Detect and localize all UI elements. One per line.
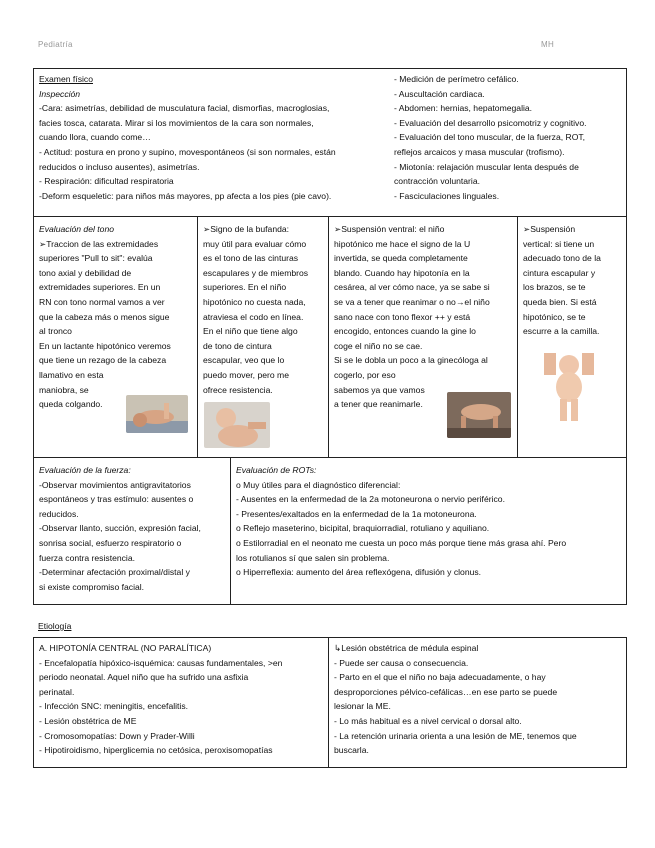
tone-col-pull-to-sit bbox=[34, 217, 197, 457]
exam-right-line: - Medición de perímetro cefálico. bbox=[394, 74, 519, 84]
tone-col3-line: sabemos ya que vamos bbox=[334, 384, 425, 395]
exam-right-line: - Evaluación del tono muscular, de la fuerza, ROT, bbox=[394, 132, 586, 143]
tone-col2-line: hipotónico no cuesta nada, bbox=[203, 296, 306, 307]
rots-line: o Reflejo maseterino, bicipital, braquiorradial, rotuliano y aquiliano. bbox=[236, 523, 490, 534]
etiology-title: Etiología bbox=[38, 621, 72, 631]
header-left: Pediatría bbox=[38, 40, 73, 49]
tone-col2-line: escapulares y de miembros bbox=[203, 267, 309, 278]
rots-title: Evaluación de ROTs: bbox=[236, 465, 317, 475]
exam-left-line: -Deform esqueletic: para niños más mayores, pp afecta a los pies (pie cavo). bbox=[39, 190, 332, 201]
tone-col1-line: extremidades superiores. En un bbox=[39, 282, 161, 293]
exam-right-column bbox=[389, 69, 627, 216]
exam-right-line: reflejos arcaicos y masa muscular (trofismo). bbox=[394, 146, 565, 157]
etiology-right-line: - Lo más habitual es a nivel cervical o dorsal alto. bbox=[334, 715, 522, 726]
etiology-right-line: desproporciones pélvico-cefálicas…en ese parto se puede bbox=[334, 686, 558, 697]
tone-col1-line: tono axial y debilidad de bbox=[39, 267, 132, 278]
tone-col3-line: Si se le dobla un poco a la ginecóloga al bbox=[334, 355, 488, 366]
rots-column bbox=[230, 458, 627, 604]
photo-vertical-suspension bbox=[540, 345, 598, 425]
strength-line: -Observar llanto, succión, expresión facial, bbox=[39, 523, 201, 534]
exam-left-column bbox=[34, 69, 389, 216]
tone-col1-line: RN con tono normal vamos a ver bbox=[39, 296, 165, 307]
etiology-right-line: ↳Lesión obstétrica de médula espinal bbox=[334, 643, 479, 653]
tone-col3-line: coge el niño no se cae. bbox=[334, 340, 423, 351]
tone-col3-line: invertida, se queda completamente bbox=[334, 253, 468, 264]
etiology-right-line: - La retención urinaria orienta a una lesión de ME, tenemos que bbox=[334, 730, 577, 741]
exam-title: Examen físico bbox=[39, 74, 93, 84]
tone-col3-line: a tener que reanimarle. bbox=[334, 399, 423, 410]
exam-left-line: -Cara: asimetrías, debilidad de musculatura facial, dismorfias, macroglosias, bbox=[39, 103, 330, 114]
exam-left-line: facies tosca, catarata. Mirar si los movimientos de la cara son normales, bbox=[39, 117, 314, 128]
etiology-left-line: - Lesión obstétrica de ME bbox=[39, 715, 137, 726]
tone-col3-line: hipotónico me hace el signo de la U bbox=[334, 238, 471, 249]
rots-line: o Hiperreflexia: aumento del área reflexógena, difusión y clonus. bbox=[236, 567, 482, 578]
exam-right-line: - Evaluación del desarrollo psicomotriz y cognitivo. bbox=[394, 117, 587, 128]
rots-line: o Estilorradial en el neonato me cuesta un poco más porque tiene más grasa ahí. Pero bbox=[236, 537, 567, 548]
strength-line: -Determinar afectación proximal/distal y bbox=[39, 567, 190, 578]
tone-col4-line: escurre a la camilla. bbox=[523, 326, 600, 337]
etiology-left-line: - Cromosomopatías: Down y Prader-Willi bbox=[39, 730, 195, 741]
exam-left-line: - Actitud: postura en prono y supino, movespontáneos (si son normales, están bbox=[39, 146, 336, 157]
etiology-left-title: A. HIPOTONÍA CENTRAL (NO PARALÍTICA) bbox=[39, 643, 212, 653]
tone-section bbox=[33, 216, 627, 458]
tone-col1-line: maniobra, se bbox=[39, 384, 89, 395]
rots-line: - Ausentes en la enfermedad de la 2a motoneurona o nervio periférico. bbox=[236, 494, 505, 505]
tone-col1-line: que tiene un rezago de la cabeza bbox=[39, 355, 167, 366]
strength-column bbox=[34, 458, 230, 604]
etiology-left-column bbox=[34, 638, 328, 767]
tone-col4-line: adecuado tono de la bbox=[523, 253, 601, 264]
strength-line: fuerza contra resistencia. bbox=[39, 552, 136, 563]
photo-pull-to-sit bbox=[126, 395, 188, 433]
exam-right-line: contracción voluntaria. bbox=[394, 176, 480, 187]
tone-col3-line: blando. Cuando hay hipotonía en la bbox=[334, 267, 470, 278]
tone-col4-line: hipotónico, se te bbox=[523, 311, 586, 322]
strength-title: Evaluación de la fuerza: bbox=[39, 465, 131, 475]
tone-col1-line: En un lactante hipotónico veremos bbox=[39, 340, 171, 351]
etiology-left-line: periodo neonatal. Aquel niño que ha sufrido una asfixia bbox=[39, 672, 249, 683]
header-right: MH bbox=[541, 40, 555, 49]
tone-col3-line: encogido, entonces cuando la gine lo bbox=[334, 326, 476, 337]
strength-line: sonrisa social, esfuerzo respiratorio o bbox=[39, 537, 182, 548]
tone-col2-line: puedo mover, pero me bbox=[203, 369, 289, 380]
tone-col2-line: muy útil para evaluar cómo bbox=[203, 238, 307, 249]
photo-ventral-suspension bbox=[447, 392, 511, 438]
tone-col3-line: cesárea, al ver cómo nace, ya se sabe si bbox=[334, 282, 490, 293]
etiology-right-line: - Puede ser causa o consecuencia. bbox=[334, 657, 469, 668]
tone-col4-line: los brazos, se te bbox=[523, 282, 586, 293]
strength-line: si existe compromiso facial. bbox=[39, 581, 145, 592]
exam-right-line: - Fasciculaciones linguales. bbox=[394, 190, 500, 201]
tone-col4-line: queda bien. Si está bbox=[523, 296, 597, 307]
etiology-section bbox=[33, 637, 627, 768]
exam-right-line: - Abdomen: hernias, hepatomegalia. bbox=[394, 103, 533, 114]
etiology-right-line: lesionar la ME. bbox=[334, 701, 391, 712]
etiology-right-column bbox=[328, 638, 627, 767]
tone-col3-line: ➢Suspensión ventral: el niño bbox=[334, 224, 445, 234]
tone-col1-line: ➢Traccion de las extremidades bbox=[39, 238, 159, 249]
etiology-left-line: perinatal. bbox=[39, 686, 75, 697]
tone-col3-line: se va a tener que reanimar o no→el niño bbox=[334, 296, 490, 307]
photo-scarf-sign bbox=[204, 402, 270, 448]
strength-line: espontáneos y tras estímulo: ausentes o bbox=[39, 494, 194, 505]
tone-col-vertical-suspension bbox=[517, 217, 627, 457]
strength-rots-section bbox=[33, 457, 627, 605]
tone-col3-line: cogerlo, por eso bbox=[334, 369, 396, 380]
exam-section bbox=[33, 68, 627, 217]
etiology-left-line: - Infección SNC: meningitis, encefalitis. bbox=[39, 701, 189, 712]
tone-col1-line: al tronco bbox=[39, 326, 72, 337]
exam-left-line: cuando llora, cuando come… bbox=[39, 132, 151, 143]
tone-col1-line: queda colgando. bbox=[39, 399, 103, 410]
tone-col1-line: que la cabeza más o menos sigue bbox=[39, 311, 170, 322]
exam-subtitle: Inspección bbox=[39, 88, 81, 99]
tone-col2-line: En el niño que tiene algo bbox=[203, 326, 298, 337]
tone-col2-line: ofrece resistencia. bbox=[203, 384, 273, 395]
tone-title: Evaluación del tono bbox=[39, 224, 115, 234]
tone-col4-line: ➢Suspensión bbox=[523, 224, 576, 234]
exam-right-line: - Auscultación cardiaca. bbox=[394, 88, 485, 99]
exam-left-line: - Respiración: dificultad respiratoria bbox=[39, 176, 174, 187]
tone-col2-line: es el tono de las cinturas bbox=[203, 253, 299, 264]
tone-col4-line: vertical: si tiene un bbox=[523, 238, 595, 249]
tone-col4-line: cintura escapular y bbox=[523, 267, 596, 278]
tone-col-scarf-sign bbox=[197, 217, 328, 457]
strength-line: reducidos. bbox=[39, 508, 79, 519]
tone-col1-line: superiores "Pull to sit": evalúa bbox=[39, 253, 153, 264]
rots-line: - Presentes/exaltados en la enfermedad de la 1a motoneurona. bbox=[236, 508, 477, 519]
tone-col2-line: superiores. En el niño bbox=[203, 282, 287, 293]
tone-col3-line: sano nace con tono flexor ++ y está bbox=[334, 311, 471, 322]
etiology-left-line: - Hipotiroidismo, hiperglicemia no cetósica, peroxisomopatías bbox=[39, 745, 273, 756]
exam-left-line: reducidos o incluso ausentes), asimetrías. bbox=[39, 161, 200, 172]
exam-right-line: - Miotonía: relajación muscular lenta después de bbox=[394, 161, 579, 172]
etiology-left-line: - Encefalopatía hipóxico-isquémica: causas fundamentales, >en bbox=[39, 657, 283, 668]
rots-line: o Muy útiles para el diagnóstico diferencial: bbox=[236, 479, 401, 490]
strength-line: -Observar movimientos antigravitatorios bbox=[39, 479, 191, 490]
tone-col1-line: llamativo en esta bbox=[39, 369, 104, 380]
etiology-right-line: buscarla. bbox=[334, 745, 369, 756]
tone-col-ventral-suspension bbox=[328, 217, 517, 457]
tone-col2-line: escapular, veo que lo bbox=[203, 355, 285, 366]
tone-col2-line: de tono de cintura bbox=[203, 340, 272, 351]
tone-col2-line: atraviesa el codo en línea. bbox=[203, 311, 304, 322]
rots-line: los rotulianos sí que salen sin problema. bbox=[236, 552, 390, 563]
etiology-right-line: - Parto en el que el niño no baja adecuadamente, o hay bbox=[334, 672, 546, 683]
tone-col2-line: ➢Signo de la bufanda: bbox=[203, 224, 290, 234]
